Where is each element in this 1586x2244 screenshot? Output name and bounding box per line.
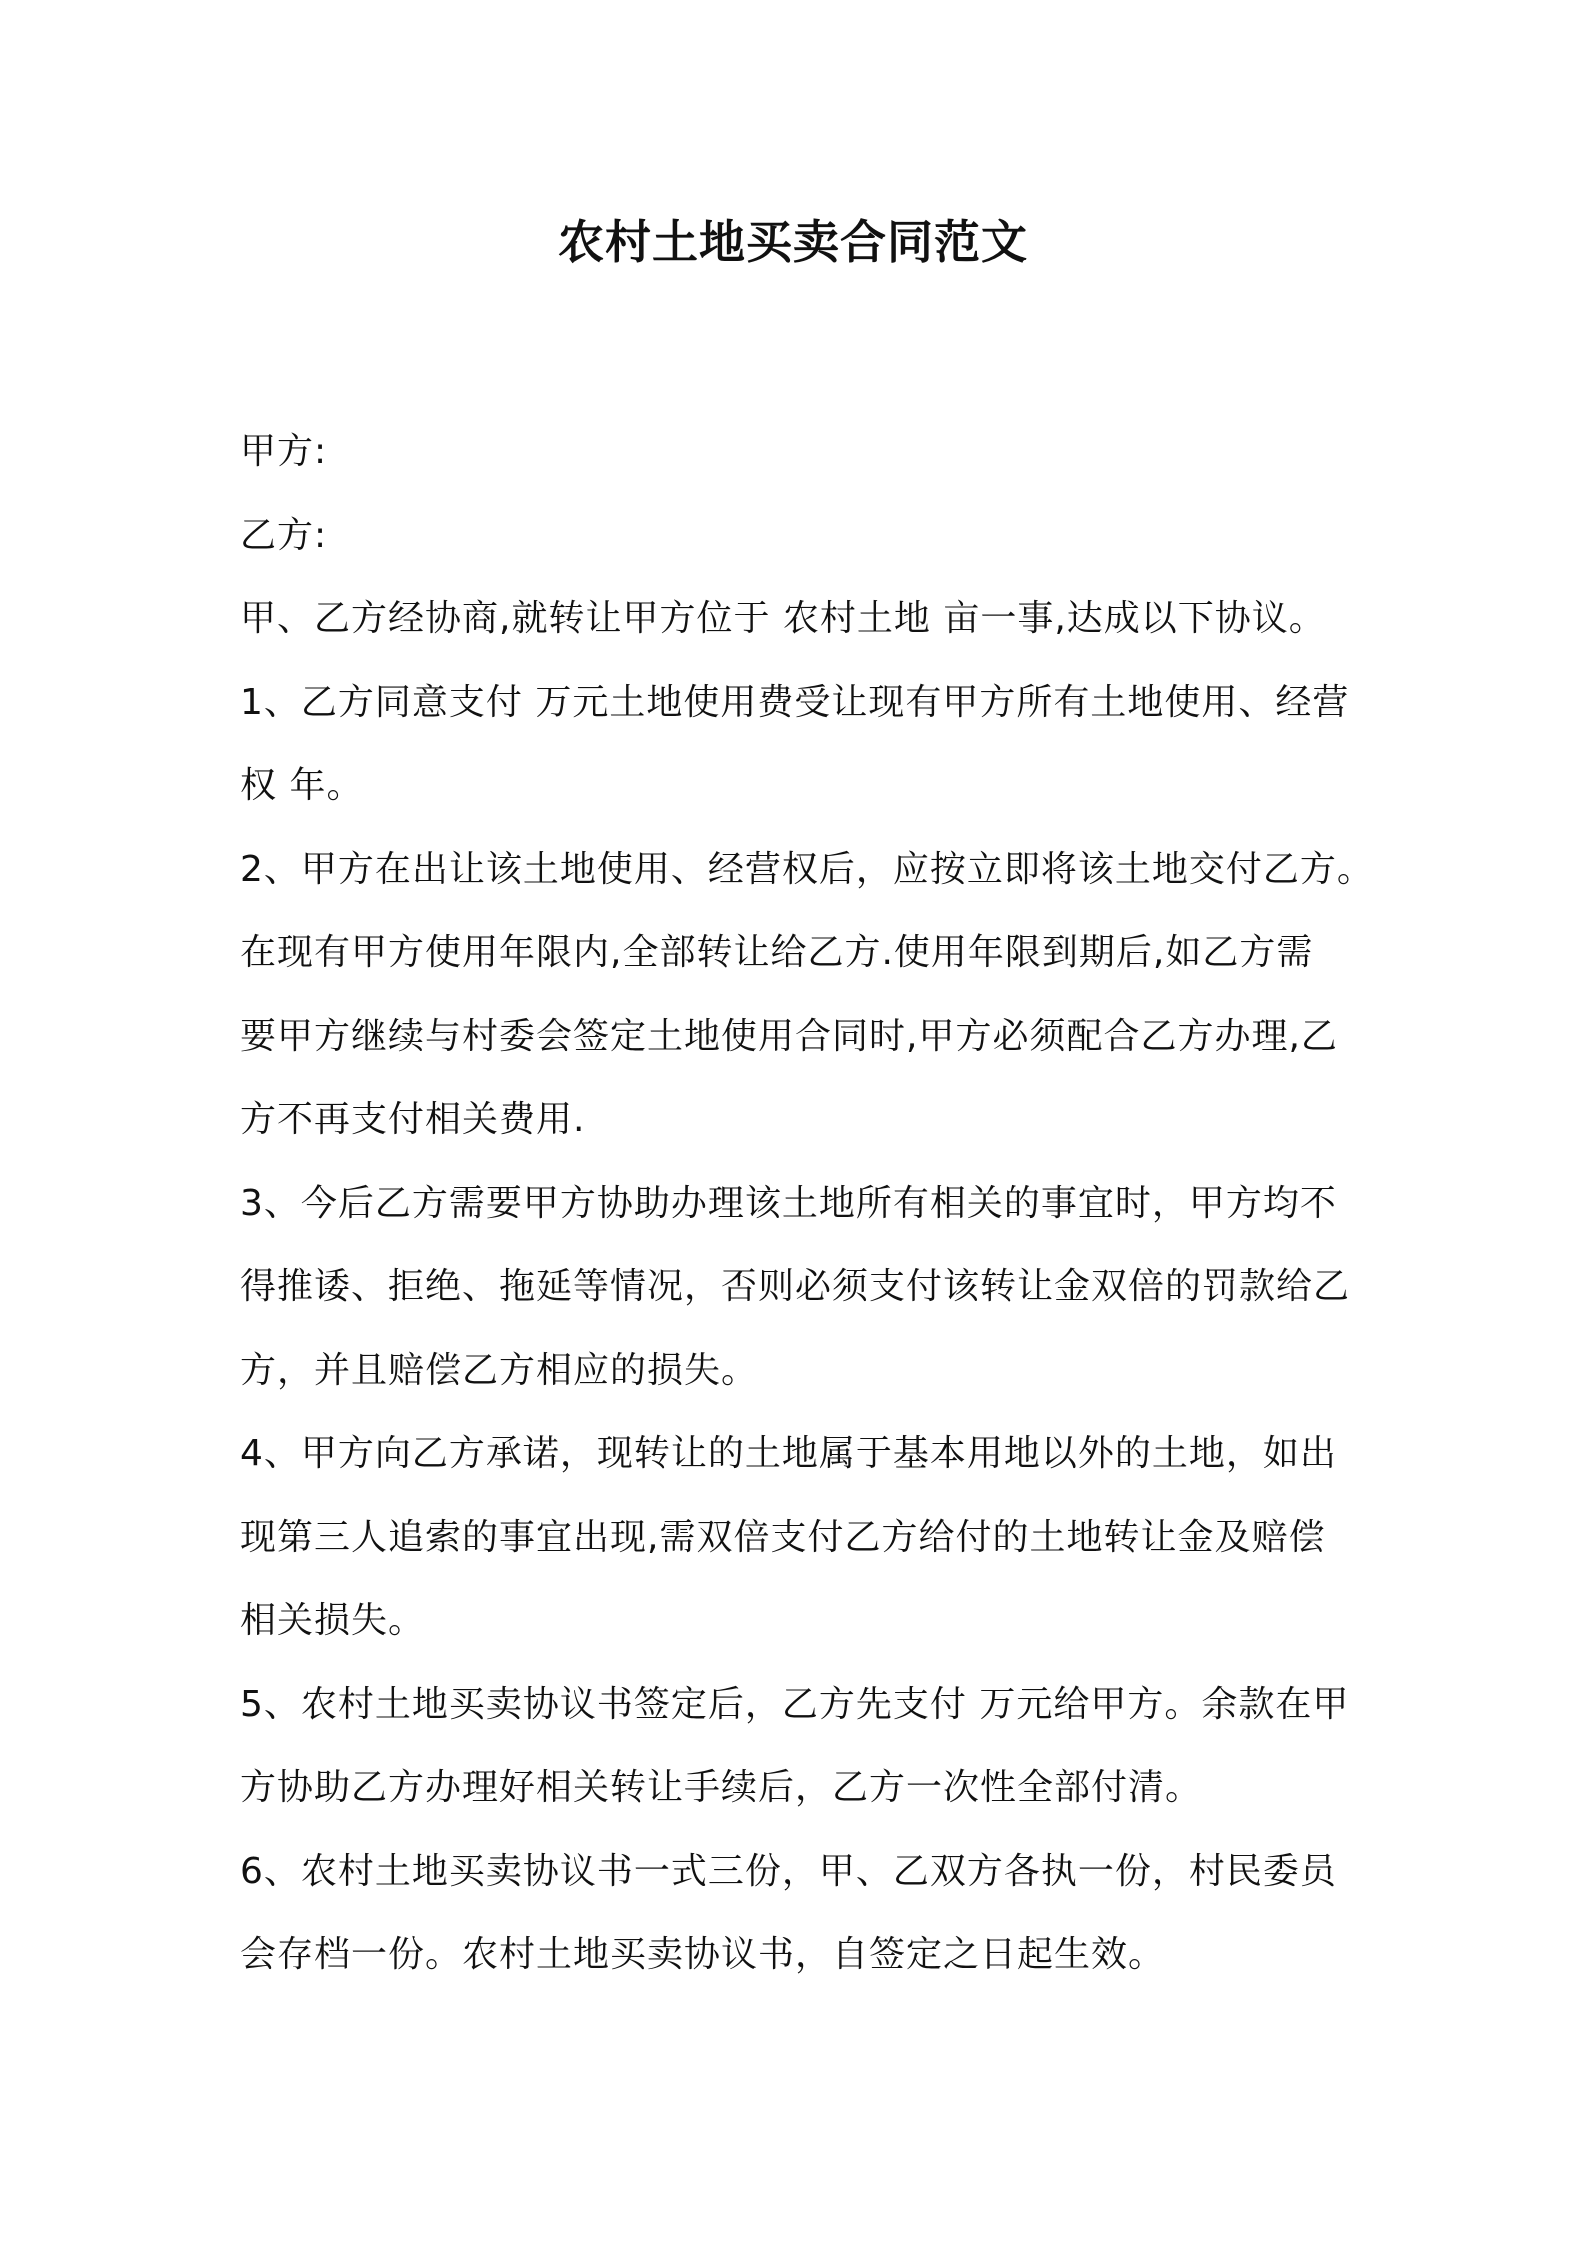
clause-3-line-1: 3、今后乙方需要甲方协助办理该土地所有相关的事宜时，甲方均不 bbox=[240, 1182, 1337, 1224]
clause-2-line-2: 在现有甲方使用年限内,全部转让给乙方.使用年限到期后,如乙方需 bbox=[240, 932, 1314, 973]
party-b-line: 乙方: bbox=[240, 514, 328, 556]
clause-2-line-4: 方不再支付相关费用. bbox=[240, 1099, 586, 1140]
clause-6-line-1: 6、农村土地买卖协议书一式三份，甲、乙双方各执一份，村民委员 bbox=[240, 1850, 1337, 1892]
clause-5-line-1: 5、农村土地买卖协议书签定后，乙方先支付 万元给甲方。余款在甲 bbox=[240, 1683, 1350, 1725]
clause-1-line-2: 权 年。 bbox=[240, 765, 364, 806]
clause-4-line-1: 4、甲方向乙方承诺，现转让的土地属于基本用地以外的土地，如出 bbox=[240, 1433, 1337, 1474]
clause-1-line-1: 1、乙方同意支付 万元土地使用费受让现有甲方所有土地使用、经营 bbox=[240, 681, 1350, 723]
clause-2-line-3: 要甲方继续与村委会签定土地使用合同时,甲方必须配合乙方办理,乙 bbox=[240, 1015, 1338, 1057]
clause-2-line-1: 2、甲方在出让该土地使用、经营权后，应按立即将该土地交付乙方。 bbox=[240, 848, 1374, 890]
clause-4-line-3: 相关损失。 bbox=[240, 1600, 426, 1641]
document-body bbox=[240, 410, 1374, 1997]
document-title: 农村土地买卖合同范文 bbox=[558, 215, 1028, 269]
party-a-line: 甲方: bbox=[240, 431, 328, 472]
clause-3-line-2: 得推诿、拒绝、拖延等情况，否则必须支付该转让金双倍的罚款给乙 bbox=[240, 1266, 1351, 1307]
clause-3-line-3: 方，并且赔偿乙方相应的损失。 bbox=[240, 1349, 759, 1391]
clause-6-line-2: 会存档一份。农村土地买卖协议书，自签定之日起生效。 bbox=[240, 1934, 1166, 1975]
clause-5-line-2: 方协助乙方办理好相关转让手续后，乙方一次性全部付清。 bbox=[240, 1767, 1203, 1808]
intro-line: 甲、乙方经协商,就转让甲方位于 农村土地 亩一事,达成以下协议。 bbox=[240, 598, 1326, 639]
clause-4-line-2: 现第三人追索的事宜出现,需双倍支付乙方给付的土地转让金及赔偿 bbox=[240, 1516, 1326, 1558]
